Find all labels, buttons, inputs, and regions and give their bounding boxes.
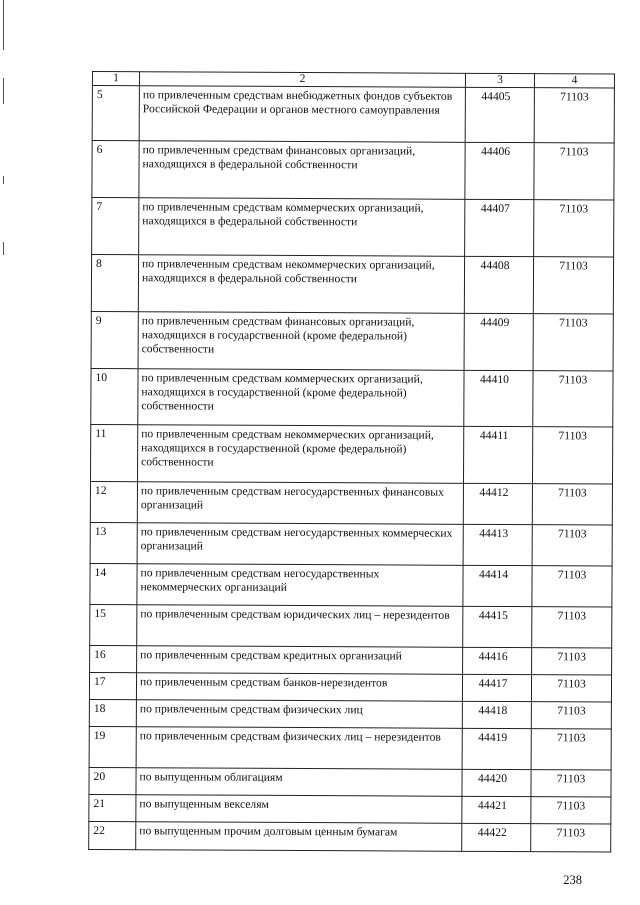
table-row bbox=[89, 821, 611, 852]
row-description-cell: по привлеченным средствам некоммерческих организаций, находящихся в федеральной собственности bbox=[138, 255, 464, 314]
scan-edge-mark bbox=[3, 0, 4, 50]
row-kosgu-code-cell: 71103 bbox=[533, 371, 613, 427]
row-kosgu-code-cell: 71103 bbox=[531, 797, 611, 824]
row-number-cell: 22 bbox=[89, 821, 136, 849]
row-number-cell: 7 bbox=[92, 198, 139, 255]
row-number-cell: 16 bbox=[90, 645, 137, 672]
row-account-code-cell: 44408 bbox=[464, 256, 533, 313]
row-description-cell: по выпущенным векселям bbox=[136, 795, 462, 824]
row-kosgu-code-cell: 71103 bbox=[531, 770, 611, 797]
table-row bbox=[92, 141, 614, 201]
table-row bbox=[92, 198, 614, 258]
table-row bbox=[92, 86, 614, 144]
row-account-code-cell: 44405 bbox=[465, 87, 534, 142]
row-kosgu-code-cell: 71103 bbox=[532, 484, 612, 525]
table-row bbox=[91, 368, 613, 427]
row-kosgu-code-cell: 71103 bbox=[532, 648, 612, 675]
row-kosgu-code-cell: 71103 bbox=[531, 702, 611, 729]
row-number-cell: 6 bbox=[92, 141, 139, 198]
row-kosgu-code-cell: 71103 bbox=[533, 257, 613, 314]
document-table-container bbox=[88, 71, 614, 853]
row-account-code-cell: 44407 bbox=[465, 199, 534, 256]
row-kosgu-code-cell: 71103 bbox=[534, 200, 614, 257]
row-description-cell: по привлеченным средствам финансовых организаций, находящихся в федеральной собственности bbox=[139, 141, 465, 200]
row-kosgu-code-cell: 71103 bbox=[532, 525, 612, 566]
row-description-cell: по привлеченным средствам физических лиц – нерезидентов bbox=[136, 727, 462, 770]
row-number-cell: 8 bbox=[91, 255, 138, 312]
row-description-cell: по привлеченным средствам коммерческих организаций, находящихся в государственной (кроме федеральной) собственности bbox=[138, 369, 464, 427]
scan-edge-mark bbox=[3, 78, 4, 104]
table-row bbox=[89, 672, 611, 702]
row-account-code-cell: 44420 bbox=[462, 769, 531, 796]
row-account-code-cell: 44410 bbox=[464, 370, 533, 426]
row-number-cell: 21 bbox=[89, 794, 136, 821]
row-description-cell: по привлеченным средствам физических лиц bbox=[136, 700, 462, 729]
page-number: 238 bbox=[563, 873, 582, 887]
table-row bbox=[90, 424, 612, 484]
row-kosgu-code-cell: 71103 bbox=[534, 143, 614, 200]
row-description-cell: по привлеченным средствам негосударственных некоммерческих организаций bbox=[137, 564, 463, 607]
table-body bbox=[89, 86, 615, 853]
row-description-cell: по привлеченным средствам финансовых организаций, находящихся в государственной (кроме федеральной) собственности bbox=[138, 312, 464, 371]
table-row bbox=[90, 522, 612, 566]
row-kosgu-code-cell: 71103 bbox=[533, 314, 613, 371]
row-account-code-cell: 44414 bbox=[463, 565, 532, 606]
row-kosgu-code-cell: 71103 bbox=[531, 729, 611, 770]
row-kosgu-code-cell: 71103 bbox=[531, 675, 611, 702]
table-row bbox=[90, 604, 612, 648]
row-kosgu-code-cell: 71103 bbox=[532, 607, 612, 648]
column-number-1: 1 bbox=[92, 72, 139, 86]
row-description-cell: по привлеченным средствам негосударственных финансовых организаций bbox=[137, 482, 463, 525]
table-row bbox=[90, 481, 612, 525]
table-row bbox=[89, 726, 611, 770]
row-account-code-cell: 44415 bbox=[463, 606, 532, 647]
row-description-cell: по привлеченным средствам внебюджетных фондов субъектов Российской Федерации и органов местного самоуправления bbox=[139, 86, 465, 143]
row-description-cell: по выпущенным облигациям bbox=[136, 768, 462, 797]
scan-edge-mark bbox=[3, 176, 4, 184]
row-account-code-cell: 44412 bbox=[463, 483, 532, 524]
row-account-code-cell: 44411 bbox=[463, 426, 532, 483]
row-number-cell: 13 bbox=[90, 522, 137, 563]
row-number-cell: 17 bbox=[89, 672, 136, 699]
row-number-cell: 14 bbox=[90, 563, 137, 604]
row-account-code-cell: 44409 bbox=[464, 313, 533, 370]
row-account-code-cell: 44413 bbox=[463, 524, 532, 565]
row-account-code-cell: 44406 bbox=[465, 142, 534, 199]
table-row bbox=[90, 563, 612, 607]
row-account-code-cell: 44416 bbox=[463, 647, 532, 674]
row-description-cell: по привлеченным средствам негосударственных коммерческих организаций bbox=[137, 523, 463, 566]
row-description-cell: по привлеченным средствам юридических лиц – нерезидентов bbox=[137, 605, 463, 648]
row-kosgu-code-cell: 71103 bbox=[534, 88, 614, 143]
column-number-4: 4 bbox=[534, 74, 614, 88]
row-number-cell: 20 bbox=[89, 767, 136, 794]
table-row bbox=[89, 699, 611, 729]
row-description-cell: по привлеченным средствам кредитных организаций bbox=[137, 646, 463, 675]
table-row bbox=[90, 645, 612, 675]
row-number-cell: 10 bbox=[91, 368, 138, 424]
row-account-code-cell: 44419 bbox=[462, 728, 531, 769]
row-number-cell: 15 bbox=[90, 604, 137, 645]
row-number-cell: 5 bbox=[92, 86, 139, 141]
row-number-cell: 19 bbox=[89, 726, 136, 767]
row-kosgu-code-cell: 71103 bbox=[532, 566, 612, 607]
row-kosgu-code-cell: 71103 bbox=[531, 824, 611, 852]
column-number-2: 2 bbox=[139, 72, 465, 88]
row-number-cell: 9 bbox=[91, 311, 138, 368]
table-row bbox=[91, 255, 613, 315]
row-kosgu-code-cell: 71103 bbox=[532, 427, 612, 484]
row-description-cell: по привлеченным средствам банков-нерезидентов bbox=[136, 673, 462, 702]
row-number-cell: 11 bbox=[90, 424, 137, 481]
row-number-cell: 18 bbox=[89, 699, 136, 726]
table-row bbox=[89, 767, 611, 797]
row-account-code-cell: 44418 bbox=[462, 701, 531, 728]
table-row bbox=[89, 794, 611, 824]
row-description-cell: по выпущенным прочим долговым ценным бумагам bbox=[136, 822, 462, 852]
row-account-code-cell: 44421 bbox=[462, 796, 531, 823]
table-row bbox=[91, 311, 613, 371]
row-description-cell: по привлеченным средствам коммерческих организаций, находящихся в федеральной собственности bbox=[139, 198, 465, 257]
scan-edge-mark bbox=[3, 242, 4, 255]
column-number-3: 3 bbox=[465, 73, 534, 87]
accounts-table bbox=[88, 71, 615, 853]
row-account-code-cell: 44422 bbox=[462, 823, 531, 851]
row-number-cell: 12 bbox=[90, 481, 137, 522]
row-account-code-cell: 44417 bbox=[462, 674, 531, 701]
row-description-cell: по привлеченным средствам некоммерческих организаций, находящихся в государственной (кроме федеральной) собственности bbox=[137, 425, 463, 484]
